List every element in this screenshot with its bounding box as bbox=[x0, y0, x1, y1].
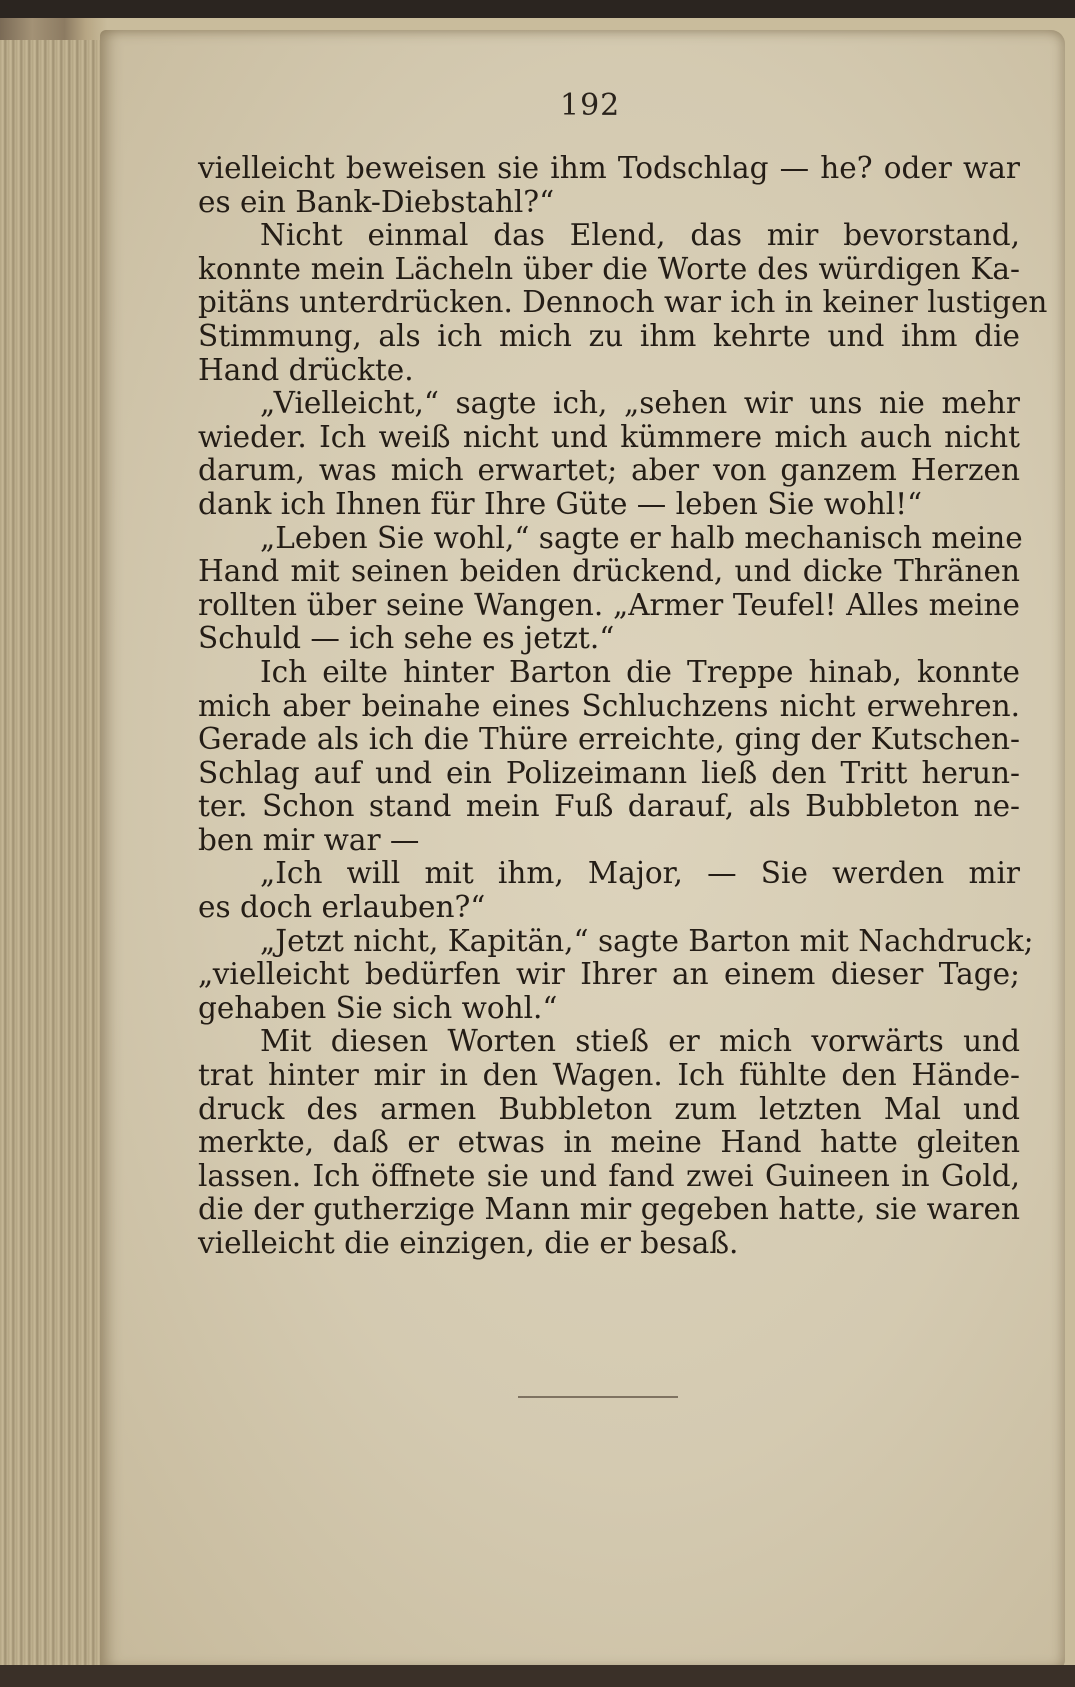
text-line: rollten über seine Wangen. „Armer Teufel! Alles meine bbox=[198, 587, 1020, 622]
page-stack-edge bbox=[0, 40, 110, 1670]
text-line: merkte, daß er etwas in meine Hand hatte gleiten bbox=[198, 1125, 1020, 1160]
text-line: Hand drückte. bbox=[198, 352, 414, 387]
text-line: Nicht einmal das Elend, das mir bevorstand, bbox=[260, 218, 1020, 253]
text-line: „Ich will mit ihm, Major, — Sie werden mir bbox=[260, 856, 1020, 891]
text-line: Mit diesen Worten stieß er mich vorwärts und bbox=[260, 1024, 1020, 1059]
text-line: konnte mein Lächeln über die Worte des würdigen Ka- bbox=[198, 251, 1020, 286]
end-rule bbox=[518, 1396, 678, 1398]
text-line: Schlag auf und ein Polizeimann ließ den Tritt herun- bbox=[198, 755, 1020, 790]
text-line: mich aber beinahe eines Schluchzens nicht erwehren. bbox=[198, 688, 1020, 723]
text-line: lassen. Ich öffnete sie und fand zwei Guineen in Gold, bbox=[198, 1158, 1020, 1193]
text-line: vielleicht beweisen sie ihm Todschlag — he? oder war bbox=[198, 151, 1020, 185]
text-line: ben mir war — bbox=[198, 822, 420, 857]
book-bottom-edge bbox=[0, 1665, 1075, 1687]
text-line: die der gutherzige Mann mir gegeben hatte, sie waren bbox=[198, 1192, 1020, 1227]
text-line: druck des armen Bubbleton zum letzten Mal und bbox=[198, 1091, 1020, 1126]
text-line: Schuld — ich sehe es jetzt.“ bbox=[198, 621, 615, 656]
text-line: Ich eilte hinter Barton die Treppe hinab, konnte bbox=[260, 654, 1020, 689]
body-text bbox=[198, 151, 1048, 1261]
text-line: gehaben Sie sich wohl.“ bbox=[198, 990, 558, 1025]
text-line: „vielleicht bedürfen wir Ihrer an einem dieser Tage; bbox=[198, 957, 1020, 992]
text-line: „Leben Sie wohl,“ sagte er halb mechanisch meine bbox=[260, 520, 1023, 555]
text-line: wieder. Ich weiß nicht und kümmere mich auch nicht bbox=[198, 419, 1020, 454]
text-line: vielleicht die einzigen, die er besaß. bbox=[198, 1226, 739, 1260]
text-line: „Jetzt nicht, Kapitän,“ sagte Barton mit Nachdruck; bbox=[260, 923, 1034, 958]
text-line: darum, was mich erwartet; aber von ganzem Herzen bbox=[198, 453, 1020, 488]
text-line: „Vielleicht,“ sagte ich, „sehen wir uns nie mehr bbox=[260, 386, 1020, 421]
text-line: Gerade als ich die Thüre erreichte, ging der Kutschen- bbox=[198, 722, 1020, 757]
text-line: ter. Schon stand mein Fuß darauf, als Bubbleton ne- bbox=[198, 789, 1020, 824]
text-line: trat hinter mir in den Wagen. Ich fühlte den Hände- bbox=[198, 1058, 1020, 1093]
text-line: es ein Bank-Diebstahl?“ bbox=[198, 184, 555, 219]
text-line: pitäns unterdrücken. Dennoch war ich in keiner lustigen bbox=[198, 285, 1048, 320]
text-line: es doch erlauben?“ bbox=[198, 890, 486, 925]
text-line: dank ich Ihnen für Ihre Güte — leben Sie wohl!“ bbox=[198, 486, 923, 521]
text-line: Hand mit seinen beiden drückend, und dicke Thränen bbox=[198, 554, 1020, 589]
text-line: Stimmung, als ich mich zu ihm kehrte und ihm die bbox=[198, 318, 1020, 353]
page-number: 192 bbox=[560, 88, 621, 123]
